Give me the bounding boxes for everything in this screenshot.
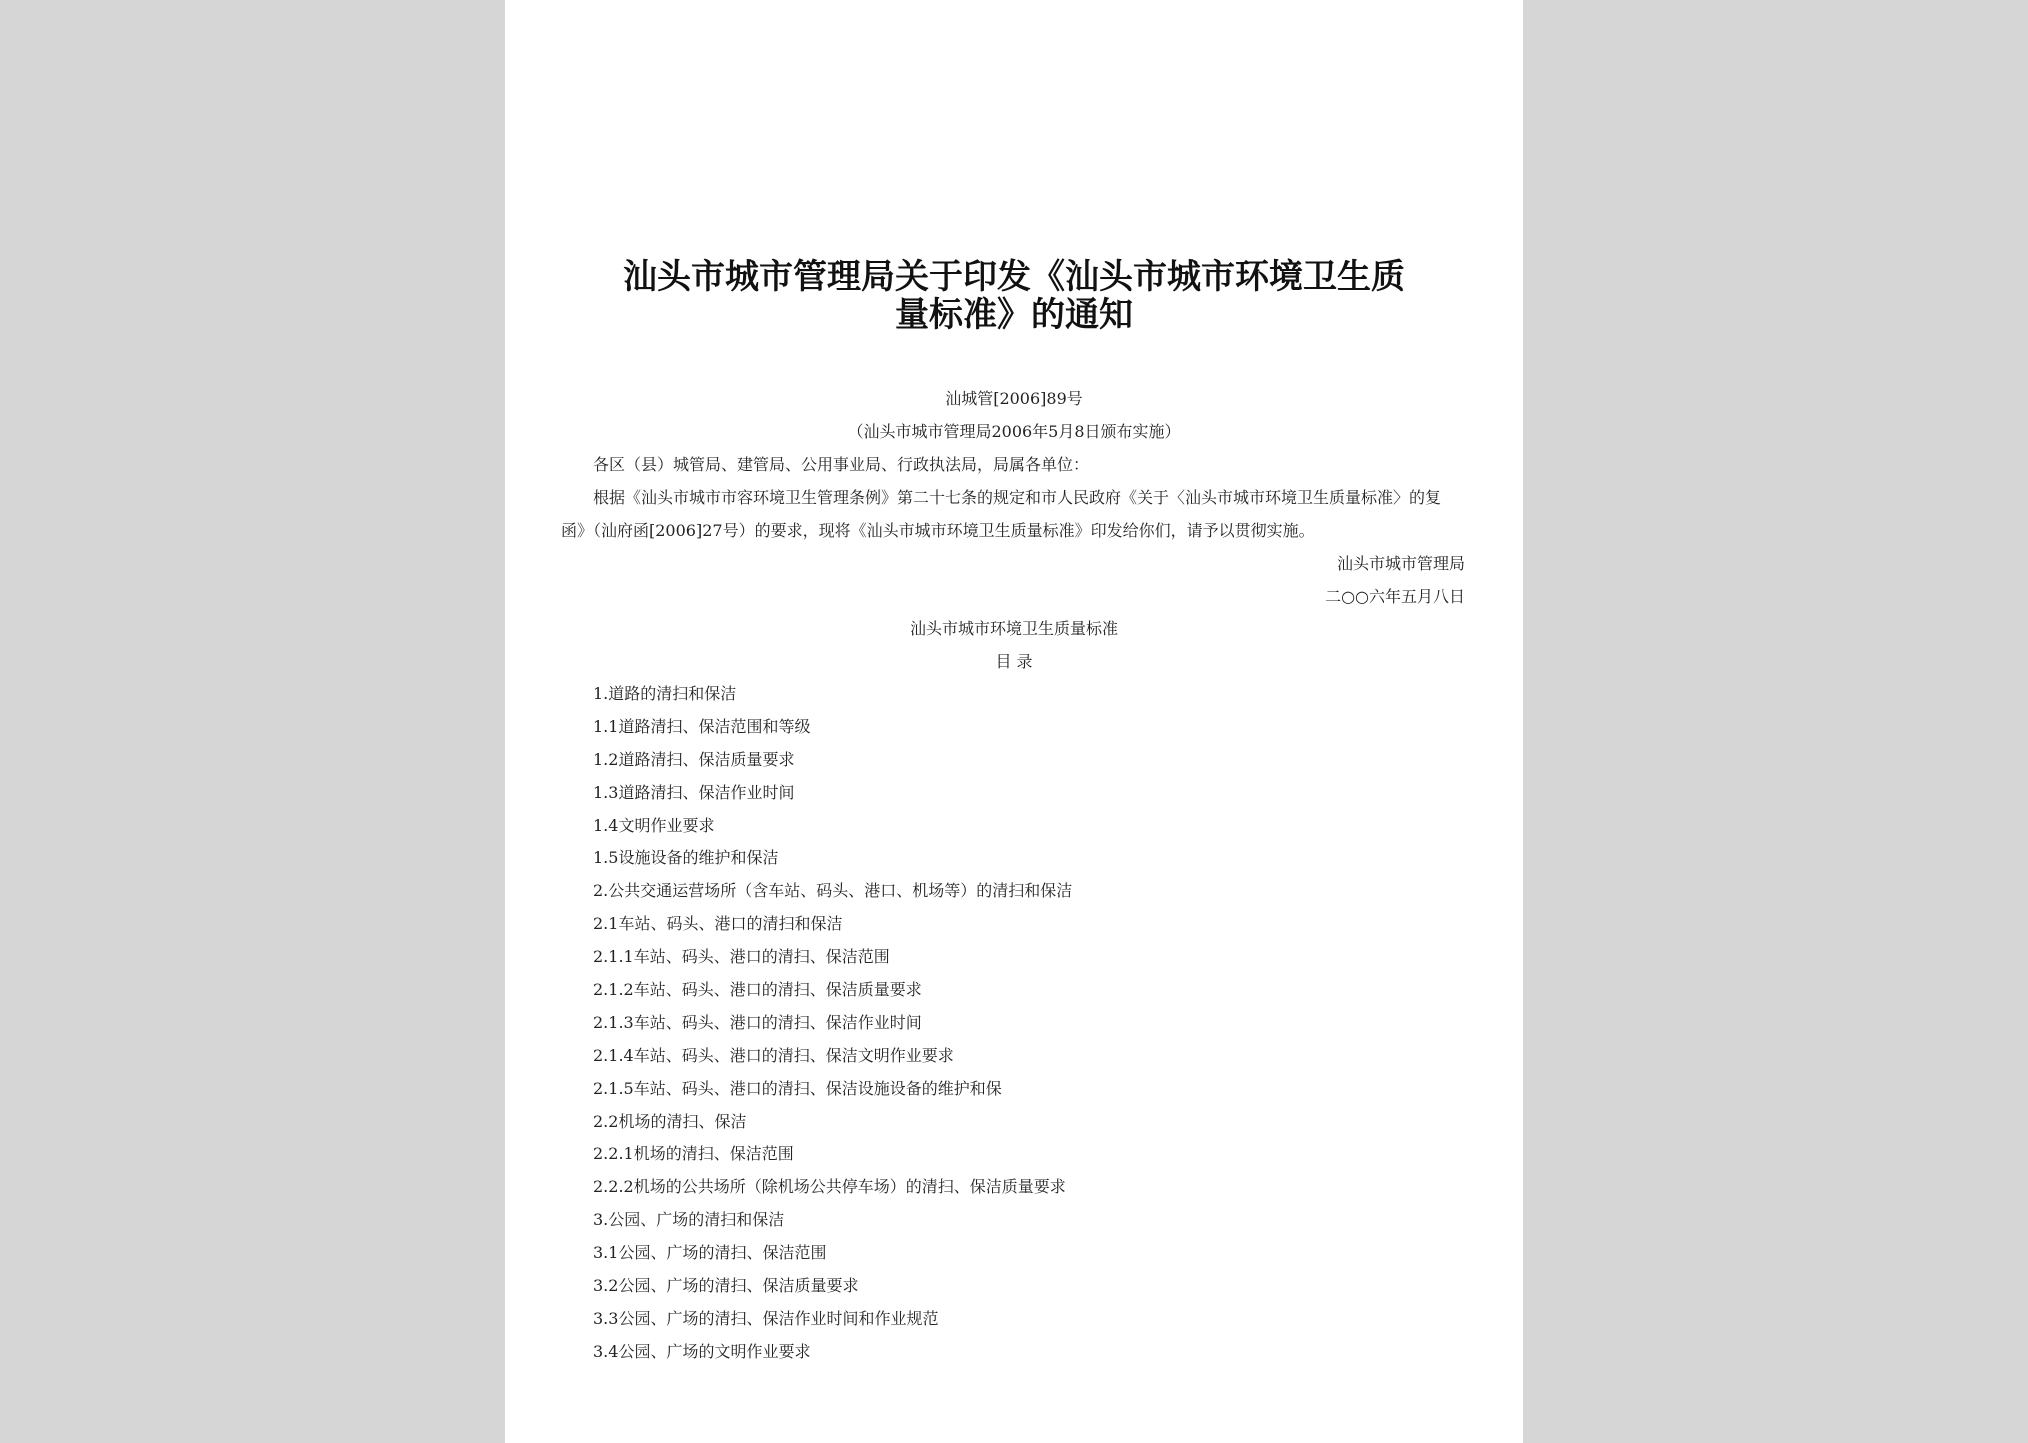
title-line-2: 量标准》的通知 <box>895 295 1133 335</box>
toc-item: 3.2公园、广场的清扫、保洁质量要求 <box>593 1276 859 1296</box>
toc-item: 1.1道路清扫、保洁范围和等级 <box>593 716 811 736</box>
toc-item: 2.1.1车站、码头、港口的清扫、保洁范围 <box>593 947 890 967</box>
standard-title: 汕头市城市环境卫生质量标准 <box>909 619 1118 638</box>
document-page <box>505 0 1523 1443</box>
toc-item: 2.1.5车站、码头、港口的清扫、保洁设施设备的维护和保 <box>593 1078 1002 1098</box>
toc-item: 2.1.4车站、码头、港口的清扫、保洁文明作业要求 <box>593 1045 954 1065</box>
toc-item: 3.公园、广场的清扫和保洁 <box>593 1210 785 1230</box>
toc-item: 3.3公园、广场的清扫、保洁作业时间和作业规范 <box>593 1308 939 1328</box>
body-paragraph-line-1: 根据《汕头市城市市容环境卫生管理条例》第二十七条的规定和市人民政府《关于〈汕头市城市环境卫生质量标准〉的复 <box>593 488 1442 507</box>
toc-item: 2.1车站、码头、港口的清扫和保洁 <box>593 914 843 934</box>
toc-item: 2.公共交通运营场所（含车站、码头、港口、机场等）的清扫和保洁 <box>593 881 1073 901</box>
toc-item: 2.2.2机场的公共场所（除机场公共停车场）的清扫、保洁质量要求 <box>593 1177 1066 1197</box>
toc-heading: 目 录 <box>995 652 1033 671</box>
salutation: 各区（县）城管局、建管局、公用事业局、行政执法局，局属各单位： <box>593 455 1090 474</box>
toc-item: 1.2道路清扫、保洁质量要求 <box>593 749 795 769</box>
toc-item: 2.2.1机场的清扫、保洁范围 <box>593 1144 794 1164</box>
body-paragraph-line-2: 函》（汕府函[2006]27号）的要求，现将《汕头市城市环境卫生质量标准》印发给你们，请予以贯彻实施。 <box>561 521 1315 540</box>
document-number: 汕城管[2006]89号 <box>945 389 1083 408</box>
document-title <box>545 258 1483 334</box>
title-line-1: 汕头市城市管理局关于印发《汕头市城市环境卫生质 <box>623 257 1405 297</box>
toc-item: 3.1公园、广场的清扫、保洁范围 <box>593 1243 827 1263</box>
table-of-contents <box>593 684 1072 1375</box>
signature: 汕头市城市管理局 <box>1336 554 1465 573</box>
issue-date: 二○○六年五月八日 <box>1325 587 1465 606</box>
toc-item: 1.道路的清扫和保洁 <box>593 684 737 703</box>
toc-item: 3.4公园、广场的文明作业要求 <box>593 1341 811 1361</box>
toc-item: 1.3道路清扫、保洁作业时间 <box>593 782 795 802</box>
issue-note: （汕头市城市管理局2006年5月8日颁布实施） <box>847 422 1181 441</box>
toc-item: 2.1.3车站、码头、港口的清扫、保洁作业时间 <box>593 1012 922 1032</box>
toc-item: 1.5设施设备的维护和保洁 <box>593 848 779 868</box>
toc-item: 2.1.2车站、码头、港口的清扫、保洁质量要求 <box>593 980 922 1000</box>
toc-item: 1.4文明作业要求 <box>593 815 715 835</box>
toc-item: 2.2机场的清扫、保洁 <box>593 1111 747 1131</box>
